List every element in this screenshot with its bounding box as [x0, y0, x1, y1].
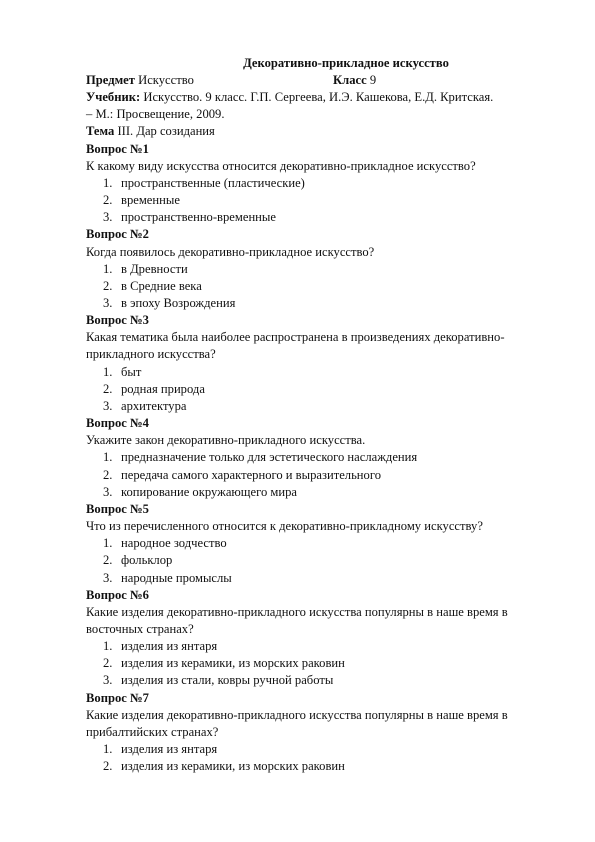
- option-number: 1.: [103, 261, 113, 276]
- question-block: [86, 226, 566, 312]
- question-text: Когда появилось декоративно-прикладное искусство?: [86, 244, 375, 259]
- answer-option: [86, 261, 566, 278]
- question-block: [86, 415, 566, 501]
- topic-label: Тема: [86, 124, 115, 139]
- answer-options: [86, 638, 566, 689]
- option-text: пространственные (пластические): [121, 175, 305, 190]
- class-info: [333, 72, 376, 89]
- option-text: быт: [121, 364, 142, 379]
- answer-option: [86, 484, 566, 501]
- document-title: Декоративно-прикладное искусство: [243, 56, 449, 70]
- question-heading: Вопрос №3: [86, 313, 149, 328]
- option-text: копирование окружающего мира: [121, 484, 297, 499]
- question-text: Какие изделия декоративно-прикладного искусства популярны в наше время в: [86, 604, 508, 619]
- option-text: народные промыслы: [121, 570, 232, 585]
- option-number: 3.: [103, 210, 113, 225]
- option-number: 1.: [103, 742, 113, 757]
- option-number: 2.: [103, 656, 113, 671]
- question-heading: Вопрос №5: [86, 501, 149, 516]
- question-text: Укажите закон декоративно-прикладного искусства.: [86, 433, 366, 448]
- question-heading: Вопрос №6: [86, 587, 149, 602]
- option-text: фольклор: [121, 553, 173, 568]
- topic-value: III. Дар созидания: [117, 124, 215, 139]
- question-block: [86, 312, 566, 415]
- answer-option: [86, 295, 566, 312]
- option-number: 3.: [103, 570, 113, 585]
- question-heading: Вопрос №7: [86, 690, 149, 705]
- answer-option: [86, 672, 566, 689]
- option-number: 1.: [103, 175, 113, 190]
- question-text: восточных странах?: [86, 621, 194, 636]
- option-number: 1.: [103, 536, 113, 551]
- option-text: изделия из керамики, из морских раковин: [121, 656, 345, 671]
- textbook-value: Искусство. 9 класс. Г.П. Сергеева, И.Э. Кашекова, Е.Д. Критская.: [143, 90, 494, 105]
- option-number: 2.: [103, 467, 113, 482]
- option-number: 3.: [103, 673, 113, 688]
- question-text: К какому виду искусства относится декоративно-прикладное искусство?: [86, 158, 476, 173]
- answer-option: [86, 570, 566, 587]
- option-text: изделия из янтаря: [121, 639, 218, 654]
- question-heading: Вопрос №2: [86, 227, 149, 242]
- document-page: [86, 54, 566, 775]
- questions-list: [86, 141, 566, 776]
- textbook-label: Учебник:: [86, 90, 141, 105]
- class-label: Класс: [333, 73, 367, 87]
- answer-option: [86, 655, 566, 672]
- option-number: 2.: [103, 381, 113, 396]
- subject-value: Искусство: [138, 73, 194, 87]
- option-number: 1.: [103, 639, 113, 654]
- answer-options: [86, 261, 566, 312]
- question-text: Какие изделия декоративно-прикладного искусства популярны в наше время в: [86, 707, 508, 722]
- option-text: временные: [121, 193, 180, 208]
- option-text: народное зодчество: [121, 536, 227, 551]
- option-text: изделия из янтаря: [121, 742, 218, 757]
- question-block: [86, 141, 566, 227]
- answer-option: [86, 638, 566, 655]
- question-heading: Вопрос №4: [86, 416, 149, 431]
- textbook-publisher: – М.: Просвещение, 2009.: [86, 107, 225, 122]
- question-block: [86, 587, 566, 690]
- answer-option: [86, 364, 566, 381]
- subject-label: Предмет: [86, 73, 135, 87]
- topic-line: [86, 123, 566, 140]
- answer-option: [86, 741, 566, 758]
- question-text: прибалтийских странах?: [86, 724, 219, 739]
- answer-option: [86, 552, 566, 569]
- option-text: изделия из керамики, из морских раковин: [121, 759, 345, 774]
- class-value: 9: [369, 73, 377, 87]
- question-text: прикладного искусства?: [86, 347, 216, 362]
- option-number: 1.: [103, 364, 113, 379]
- option-number: 3.: [103, 484, 113, 499]
- answer-options: [86, 741, 566, 775]
- answer-option: [86, 535, 566, 552]
- answer-option: [86, 449, 566, 466]
- question-block: [86, 501, 566, 587]
- answer-options: [86, 175, 566, 226]
- option-text: изделия из стали, ковры ручной работы: [121, 673, 334, 688]
- answer-option: [86, 467, 566, 484]
- subject-line: [86, 72, 566, 89]
- option-text: архитектура: [121, 398, 187, 413]
- option-text: в эпоху Возрождения: [121, 296, 236, 311]
- option-number: 1.: [103, 450, 113, 465]
- answer-option: [86, 175, 566, 192]
- option-text: предназначение только для эстетического наслаждения: [121, 450, 418, 465]
- answer-options: [86, 535, 566, 586]
- option-number: 3.: [103, 296, 113, 311]
- option-number: 2.: [103, 553, 113, 568]
- answer-option: [86, 381, 566, 398]
- option-number: 2.: [103, 759, 113, 774]
- option-text: пространственно-временные: [121, 210, 276, 225]
- option-text: в Древности: [121, 261, 188, 276]
- option-text: в Средние века: [121, 278, 202, 293]
- answer-options: [86, 449, 566, 500]
- answer-option: [86, 758, 566, 775]
- answer-options: [86, 364, 566, 415]
- answer-option: [86, 209, 566, 226]
- answer-option: [86, 398, 566, 415]
- option-text: передача самого характерного и выразительного: [121, 467, 381, 482]
- option-number: 2.: [103, 193, 113, 208]
- question-text: Какая тематика была наиболее распространена в произведениях декоративно-: [86, 330, 505, 345]
- answer-option: [86, 278, 566, 295]
- option-number: 2.: [103, 278, 113, 293]
- textbook-line: [86, 89, 566, 106]
- question-block: [86, 690, 566, 776]
- question-heading: Вопрос №1: [86, 141, 149, 156]
- question-text: Что из перечисленного относится к декоративно-прикладному искусству?: [86, 519, 483, 534]
- option-text: родная природа: [121, 381, 205, 396]
- option-number: 3.: [103, 398, 113, 413]
- answer-option: [86, 192, 566, 209]
